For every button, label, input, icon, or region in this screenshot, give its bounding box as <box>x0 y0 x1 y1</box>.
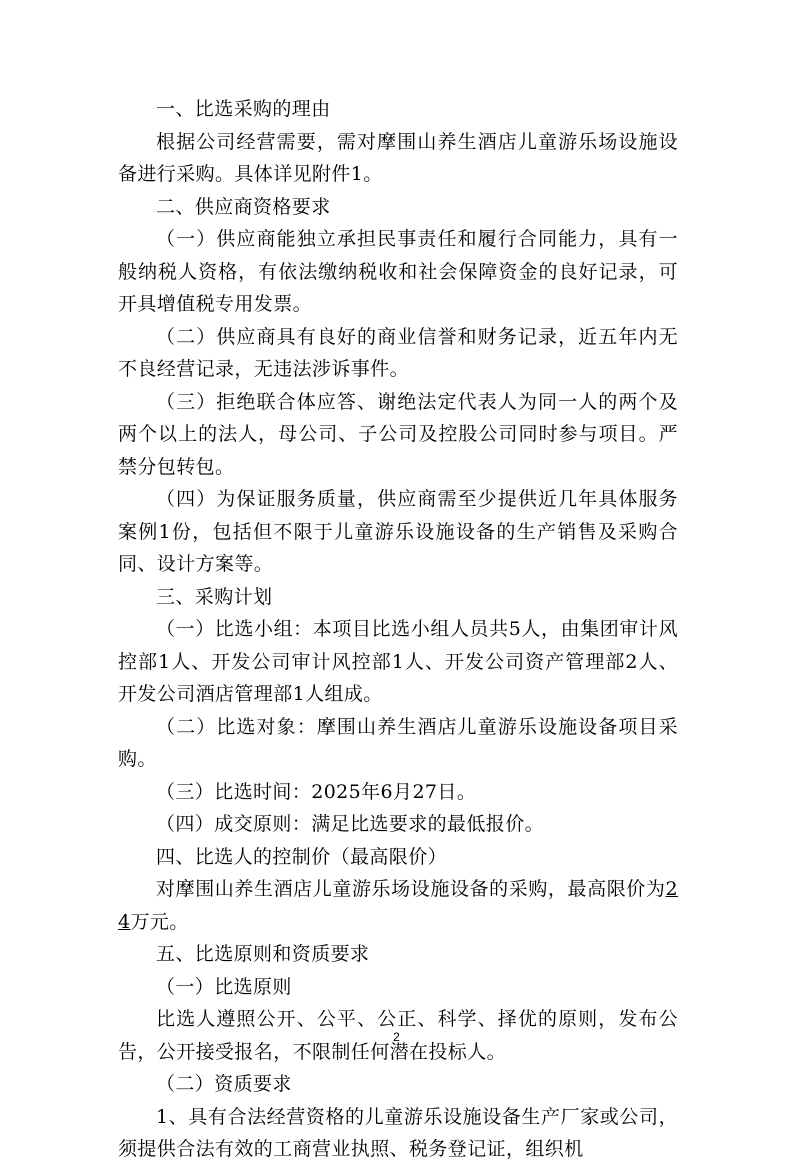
paragraph-reason: 根据公司经营需要，需对摩围山养生酒店儿童游乐场设施设备进行采购。具体详见附件1。 <box>118 130 678 185</box>
paragraph-qualification-1: 1、具有合法经营资格的儿童游乐设施设备生产厂家或公司，须提供合法有效的工商营业执照、税务登记证，组织机 <box>118 1105 678 1160</box>
section-heading-3: 三、采购计划 <box>156 585 273 608</box>
paragraph-principles: 比选人遵照公开、公平、公正、科学、择优的原则，发布公告，公开接受报名，不限制任何潜在投标人。 <box>118 1008 678 1063</box>
control-price-amount: 24 <box>118 878 678 933</box>
paragraph-supplier-req-2: （二）供应商具有良好的商业信誉和财务记录，近五年内无不良经营记录，无违法涉诉事件。 <box>118 325 678 380</box>
section-heading-5: 五、比选原则和资质要求 <box>156 943 370 965</box>
paragraph-plan-3: （三）比选时间：2025年6月27日。 <box>156 780 477 803</box>
paragraph-plan-2: （二）比选对象：摩围山养生酒店儿童游乐设施设备项目采购。 <box>118 715 678 770</box>
paragraph-control-price <box>118 873 678 938</box>
paragraph-supplier-req-1: （一）供应商能独立承担民事责任和履行合同能力，具有一般纳税人资格，有依法缴纳税收和社会保障资金的良好记录，可开具增值税专用发票。 <box>118 228 678 315</box>
paragraph-plan-4: （四）成交原则：满足比选要求的最低报价。 <box>156 813 545 835</box>
section-heading-1: 一、比选采购的理由 <box>156 98 331 120</box>
control-price-text-post: 万元。 <box>130 910 189 933</box>
page-number: 2 <box>393 1030 400 1044</box>
paragraph-supplier-req-3: （三）拒绝联合体应答、谢绝法定代表人为同一人的两个及两个以上的法人，母公司、子公司及控股公司同时参与项目。严禁分包转包。 <box>118 390 678 478</box>
paragraph-plan-1: （一）比选小组：本项目比选小组人员共5人，由集团审计风控部1人、开发公司审计风控部1人、开发公司资产管理部2人、开发公司酒店管理部1人组成。 <box>118 618 678 705</box>
subheading-qualifications: （二）资质要求 <box>156 1073 292 1095</box>
paragraph-supplier-req-4: （四）为保证服务质量，供应商需至少提供近几年具体服务案例1份，包括但不限于儿童游乐设施设备的生产销售及采购合同、设计方案等。 <box>118 488 678 575</box>
section-heading-2: 二、供应商资格要求 <box>156 195 331 218</box>
subheading-principles: （一）比选原则 <box>156 975 292 998</box>
control-price-text-pre: 对摩围山养生酒店儿童游乐场设施设备的采购，最高限价为 <box>156 878 666 900</box>
section-heading-4: 四、比选人的控制价（最高限价） <box>156 845 448 868</box>
document-body <box>118 93 678 1166</box>
